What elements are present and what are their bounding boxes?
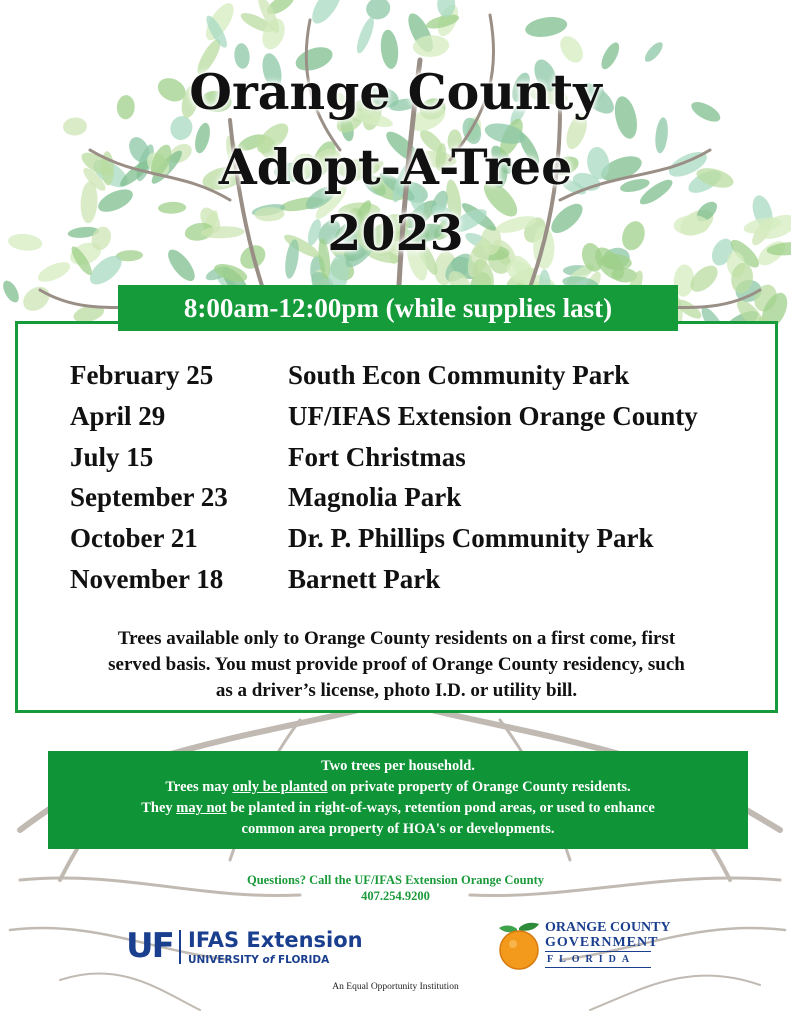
orange-county-government-logo: [495, 920, 671, 972]
ifas-extension-name: IFAS Extension: [188, 928, 363, 952]
rules-line: common area property of HOA's or developments.: [241, 821, 555, 837]
ocg-line-3: FLORIDA: [547, 954, 636, 965]
schedule-date: October 21: [70, 523, 198, 553]
eligibility-notice: [30, 626, 763, 704]
uf-mark: UF: [126, 926, 173, 966]
ocg-line-2: GOVERNMENT: [545, 935, 659, 950]
underlined-text: may not: [176, 800, 227, 816]
orange-fruit-icon: [495, 920, 543, 972]
schedule-location: Dr. P. Phillips Community Park: [288, 523, 654, 553]
leaf-shape: [354, 15, 378, 55]
schedule-date: November 18: [70, 564, 224, 594]
equal-opportunity-footer: An Equal Opportunity Institution: [332, 982, 459, 992]
schedule-date: February 25: [70, 360, 214, 390]
title-year: 2023: [327, 204, 464, 262]
contact-phone: 407.254.9200: [361, 889, 430, 903]
title-line-1: Orange County: [189, 63, 602, 121]
university-name: UNIVERSITY of FLORIDA: [188, 954, 330, 966]
rules-line: They may not be planted in right-of-ways, retention pond areas, or used to enhance: [141, 800, 655, 816]
schedule-location: UF/IFAS Extension Orange County: [288, 401, 698, 431]
contact-line: Questions? Call the UF/IFAS Extension Orange County: [246, 873, 544, 887]
leaf-shape: [307, 0, 347, 28]
leaf-shape: [19, 282, 55, 316]
schedule-location: Barnett Park: [288, 564, 441, 594]
notice-line: as a driver’s license, photo I.D. or utility bill.: [215, 680, 578, 701]
leaf-shape: [642, 39, 666, 64]
leaf-shape: [0, 278, 22, 305]
ocg-line-1: ORANGE COUNTY: [545, 920, 671, 935]
leaf-shape: [364, 0, 393, 22]
schedule-date: April 29: [70, 401, 166, 431]
time-banner: 8:00am-12:00pm (while supplies last): [118, 285, 678, 331]
schedule-date: September 23: [70, 482, 228, 512]
rules-line: Two trees per household.: [321, 758, 475, 774]
schedule-location: Fort Christmas: [288, 442, 466, 472]
rules-box: [48, 751, 748, 849]
notice-line: served basis. You must provide proof of Orange County residency, such: [108, 654, 685, 675]
uf-ifas-logo: [126, 926, 374, 972]
notice-line: Trees available only to Orange County residents on a first come, first: [117, 628, 676, 649]
leaf-shape: [524, 14, 569, 39]
schedule-date: July 15: [70, 442, 154, 472]
schedule-box: [15, 321, 778, 713]
schedule-location: South Econ Community Park: [288, 360, 630, 390]
schedule-location: Magnolia Park: [288, 482, 462, 512]
title-line-2: Adopt-A-Tree: [218, 138, 573, 196]
rules-line: Trees may only be planted on private property of Orange County residents.: [165, 779, 631, 795]
underlined-text: only be planted: [232, 779, 328, 795]
